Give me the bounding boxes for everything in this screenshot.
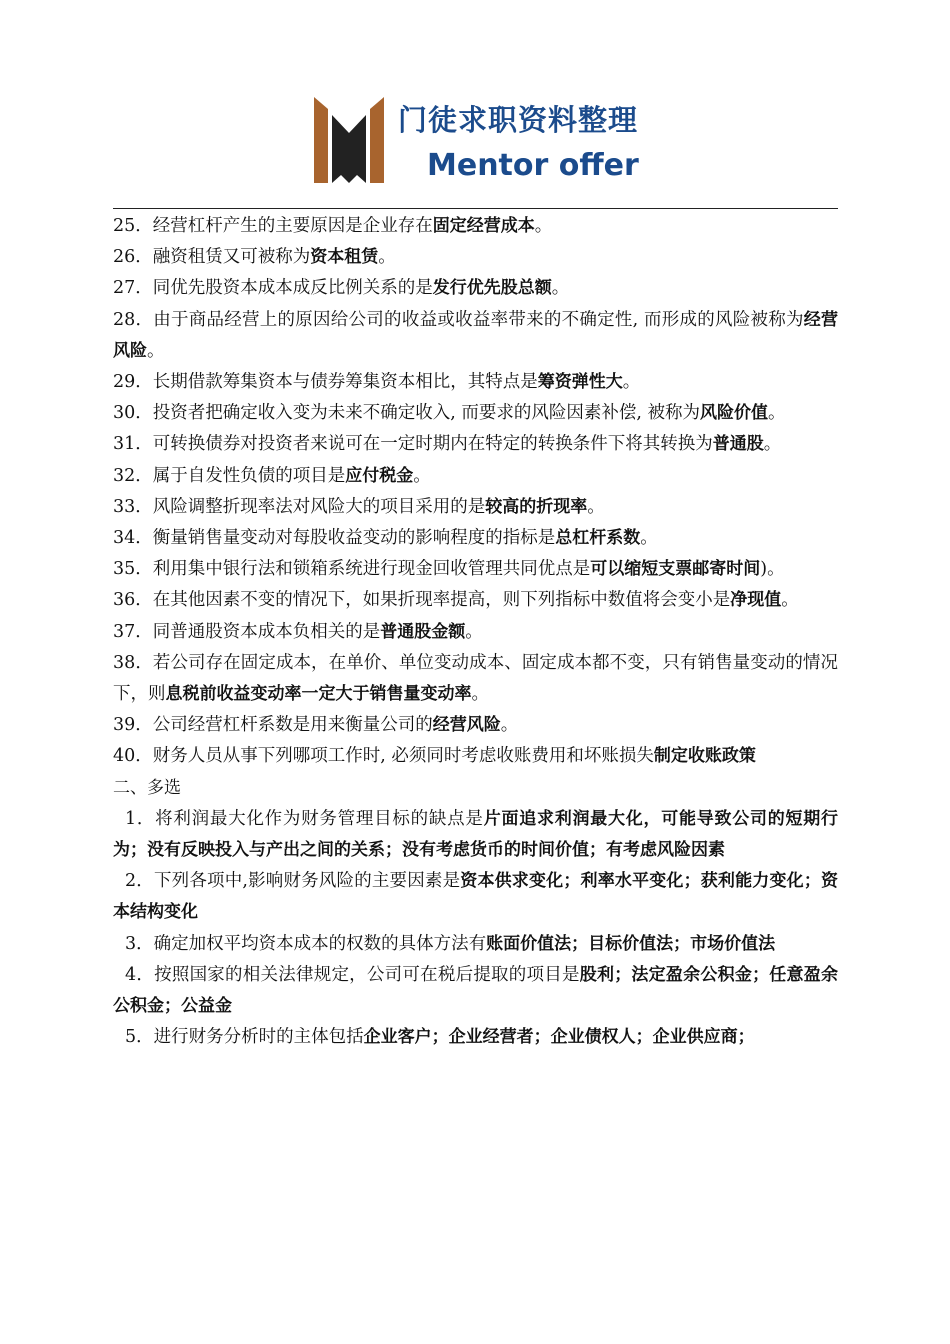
multi-question-item: 3．确定加权平均资本成本的权数的具体方法有账面价值法；目标价值法；市场价值法 (125, 933, 776, 954)
answer: 账面价值法；目标价值法；市场价值法 (486, 933, 776, 954)
question-item: 33．风险调整折现率法对风险大的项目采用的是较高的折现率。 (113, 496, 605, 517)
answer: 应付税金 (345, 465, 414, 486)
question-item: 36．在其他因素不变的情况下，如果折现率提高，则下列指标中数值将会变小是净现值。 (113, 590, 799, 611)
question-item: 26．融资租赁又可被称为资本租赁。 (113, 247, 396, 268)
answer: 筹资弹性大 (537, 372, 623, 393)
question-item: 27．同优先股资本成本成反比例关系的是发行优先股总额。 (113, 278, 570, 299)
answer: 资本租赁 (310, 247, 379, 268)
question-item: 39．公司经营杠杆系数是用来衡量公司的经营风险。 (113, 715, 519, 736)
answer: 普通股金额 (380, 621, 466, 642)
answer: 经营风险 (432, 715, 501, 736)
answer: 经营风险 (113, 309, 839, 361)
header-divider (113, 208, 838, 209)
answer: 普通股 (712, 434, 764, 455)
single-choice-list (113, 211, 838, 773)
question-item: 32．属于自发性负债的项目是应付税金。 (113, 465, 431, 486)
multi-question-item: 4．按照国家的相关法律规定，公司可在税后提取的项目是股利；法定盈余公积金；任意盈余公积金；公益金 (113, 964, 839, 1017)
answer: 风险价值 (700, 403, 769, 424)
document-body (113, 211, 838, 1053)
answer: 可以缩短支票邮寄时间 (590, 559, 761, 580)
answer: 企业客户；企业经营者；企业债权人；企业供应商； (363, 1027, 755, 1048)
answer: 固定经营成本 (432, 216, 535, 236)
question-item: 35．利用集中银行法和锁箱系统进行现金回收管理共同优点是可以缩短支票邮寄时间)。 (113, 559, 785, 580)
question-item: 30．投资者把确定收入变为未来不确定收入, 而要求的风险因素补偿, 被称为风险价值。 (113, 403, 786, 424)
brand-english-title: Mentor offer (427, 148, 639, 183)
logo-right-bar (370, 97, 384, 183)
logo-center-m (332, 115, 366, 183)
section-title: 二、多选 (113, 777, 181, 798)
multi-question-item: 1．将利润最大化作为财务管理目标的缺点是片面追求利润最大化，可能导致公司的短期行为；没有反映投入与产出之间的关系；没有考虑货币的时间价值；有考虑风险因素 (113, 808, 839, 861)
answer: 较高的折现率 (485, 496, 588, 517)
question-item: 34．衡量销售量变动对每股收益变动的影响程度的指标是总杠杆系数。 (113, 528, 658, 549)
question-item: 29．长期借款筹集资本与债券筹集资本相比，其特点是筹资弹性大。 (113, 372, 641, 393)
brand-chinese-title: 门徒求职资料整理 (398, 103, 639, 137)
answer: 发行优先股总额 (432, 278, 552, 299)
answer: 股利；法定盈余公积金；任意盈余公积金；公益金 (113, 964, 839, 1017)
page-header (0, 0, 950, 205)
answer: 资本供求变化；利率水平变化；获利能力变化；资本结构变化 (113, 871, 839, 923)
question-item: 40．财务人员从事下列哪项工作时, 必须同时考虑收账费用和坏账损失制定收账政策 (113, 746, 756, 767)
question-item: 31．可转换债券对投资者来说可在一定时期内在特定的转换条件下将其转换为普通股。 (113, 434, 782, 455)
multi-question-item: 5．进行财务分析时的主体包括企业客户；企业经营者；企业债权人；企业供应商； (125, 1027, 755, 1048)
question-item: 28．由于商品经营上的原因给公司的收益或收益率带来的不确定性, 而形成的风险被称为经营风险。 (113, 309, 839, 361)
answer: 净现值 (730, 590, 782, 611)
multi-question-item: 2．下列各项中,影响财务风险的主要因素是资本供求变化；利率水平变化；获利能力变化；资本结构变化 (113, 871, 839, 923)
answer: 片面追求利润最大化，可能导致公司的短期行为；没有反映投入与产出之间的关系；没有考虑货币的时间价值；有考虑风险因素 (113, 808, 839, 861)
logo-left-bar (314, 97, 328, 183)
answer: 总杠杆系数 (555, 528, 641, 549)
mentor-logo-icon (314, 95, 384, 183)
question-item: 38．若公司存在固定成本，在单价、单位变动成本、固定成本都不变，只有销售量变动的情况下，则息税前收益变动率一定大于销售量变动率。 (113, 652, 838, 705)
answer: 制定收账政策 (653, 746, 756, 767)
multiple-choice-list (113, 804, 838, 1054)
question-item: 37．同普通股资本成本负相关的是普通股金额。 (113, 621, 483, 642)
question-item: 25．经营杠杆产生的主要原因是企业存在固定经营成本。 (113, 216, 553, 236)
answer: 息税前收益变动率一定大于销售量变动率 (165, 684, 472, 705)
